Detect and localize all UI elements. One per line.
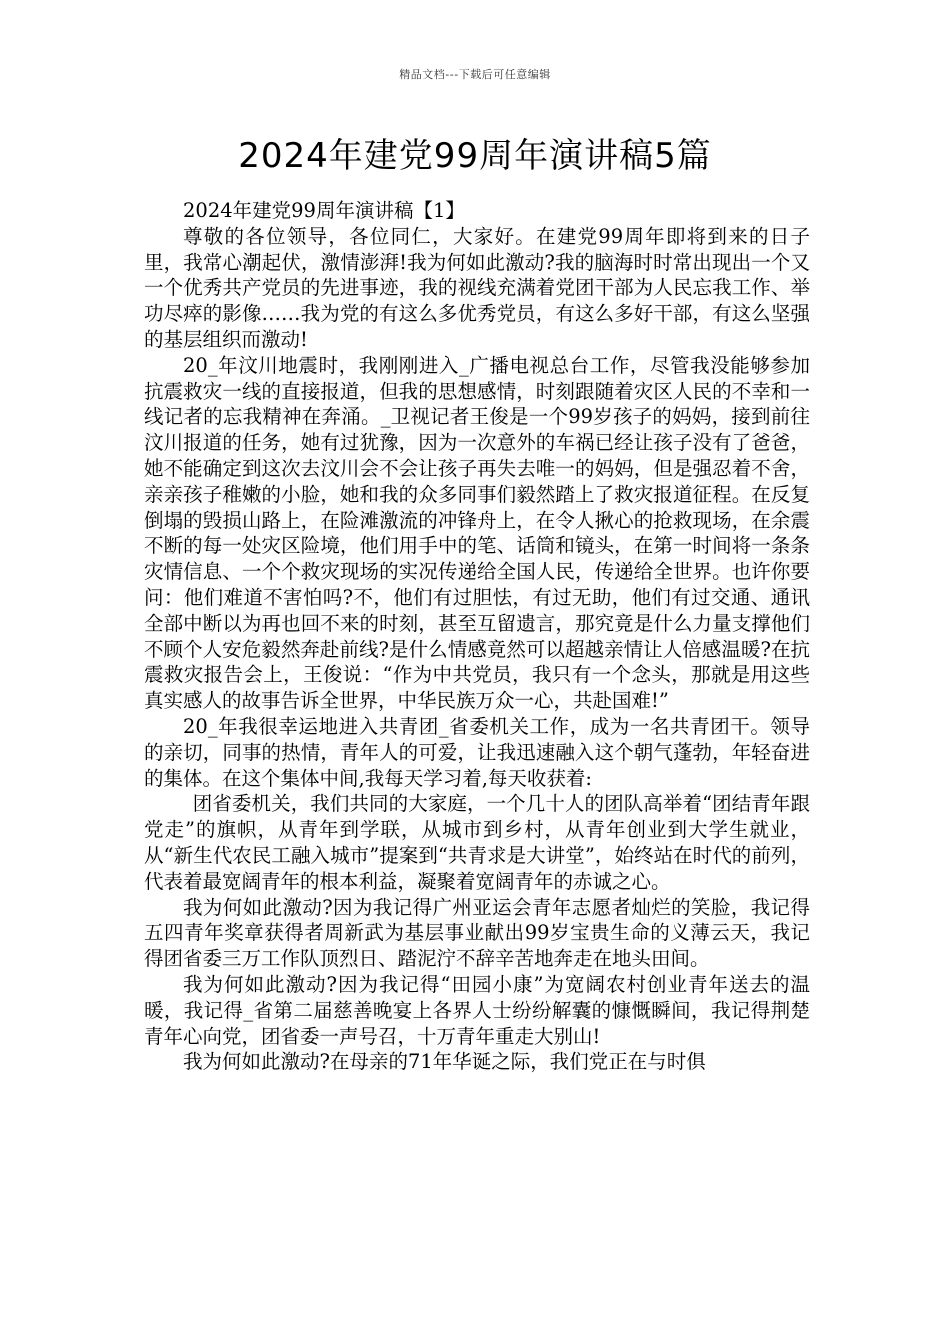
section-heading: 2024年建党99周年演讲稿【1】 bbox=[183, 199, 465, 222]
paragraph: 20_年汶川地震时，我刚刚进入_广播电视总台工作，尽管我没能够参加抗震救灾一线的直接报道，但我的思想感情，时刻跟随着灾区人民的不幸和一线记者的忘我精神在奔涌。_卫视记者王俊是一个99岁孩子的妈妈，接到前往汶川报道的任务，她有过犹豫，因为一次意外的车祸已经让孩子没有了爸爸，她不能确定到这次去汶川会不会让孩子再失去唯一的妈妈，但是强忍着不舍，亲亲孩子稚嫩的小脸，她和我的众多同事们毅然踏上了救灾报道征程。在反复倒塌的毁损山路上，在险滩激流的冲锋舟上，在令人揪心的抢救现场，在余震不断的每一处灾区险境，他们用手中的笔、话筒和镜头，在第一时间将一条条灾情信息、一个个救灾现场的实况传递给全国人民，传递给全世界。也许你要问：他们难道不害怕吗?不，他们有过胆怯，有过无助，他们有过交通、通讯全部中断以为再也回不来的时刻，甚至互留遗言，那究竟是什么力量支撑他们不顾个人安危毅然奔赴前线?是什么情感竟然可以超越亲情让人倍感温暖?在抗震救灾报告会上，王俊说：“作为中共党员，我只有一个念头，那就是用这些真实感人的故事告诉全世界，中华民族万众一心，共赴国难!” bbox=[144, 353, 810, 713]
paragraph: 我为何如此激动?因为我记得“田园小康”为宽阔农村创业青年送去的温暖，我记得_省第二届慈善晚宴上各界人士纷纷解囊的慷慨瞬间，我记得荆楚青年心向党，团省委一声号召，十万青年重走大别山! bbox=[144, 972, 810, 1048]
paragraph: 团省委机关，我们共同的大家庭，一个几十人的团队高举着“团结青年跟党走”的旗帜，从青年到学联，从城市到乡村，从青年创业到大学生就业，从“新生代农民工融入城市”提案到“共青求是大讲堂”，始终站在时代的前列，代表着最宽阔青年的根本利益，凝聚着宽阔青年的赤诚之心。 bbox=[144, 792, 810, 893]
document-title: 2024年建党99周年演讲稿5篇 bbox=[238, 136, 712, 176]
paragraph: 我为何如此激动?在母亲的71年华诞之际，我们党正在与时俱 bbox=[183, 1050, 706, 1074]
paragraph: 20_年我很幸运地进入共青团_省委机关工作，成为一名共青团干。领导的亲切，同事的热情，青年人的可爱，让我迅速融入这个朝气蓬勃，年轻奋进的集体。在这个集体中间,我每天学习着,每天收获着: bbox=[144, 714, 810, 790]
document-body bbox=[144, 198, 810, 1075]
paragraph: 我为何如此激动?因为我记得广州亚运会青年志愿者灿烂的笑脸，我记得五四青年奖章获得者周新武为基层事业献出99岁宝贵生命的义薄云天，我记得团省委三万工作队顶烈日、踏泥泞不辞辛苦地奔走在地头田间。 bbox=[144, 895, 810, 971]
paragraph: 尊敬的各位领导，各位同仁，大家好。在建党99周年即将到来的日子里，我常心潮起伏，激情澎湃!我为何如此激动?我的脑海时时常出现出一个又一个优秀共产党员的先进事迹，我的视线充满着党团干部为人民忘我工作、举功尽瘁的影像……我为党的有这么多优秀党员，有这么多好干部，有这么坚强的基层组织而激动! bbox=[144, 224, 810, 351]
header-note: 精品文档---下载后可任意编辑 bbox=[399, 68, 551, 81]
